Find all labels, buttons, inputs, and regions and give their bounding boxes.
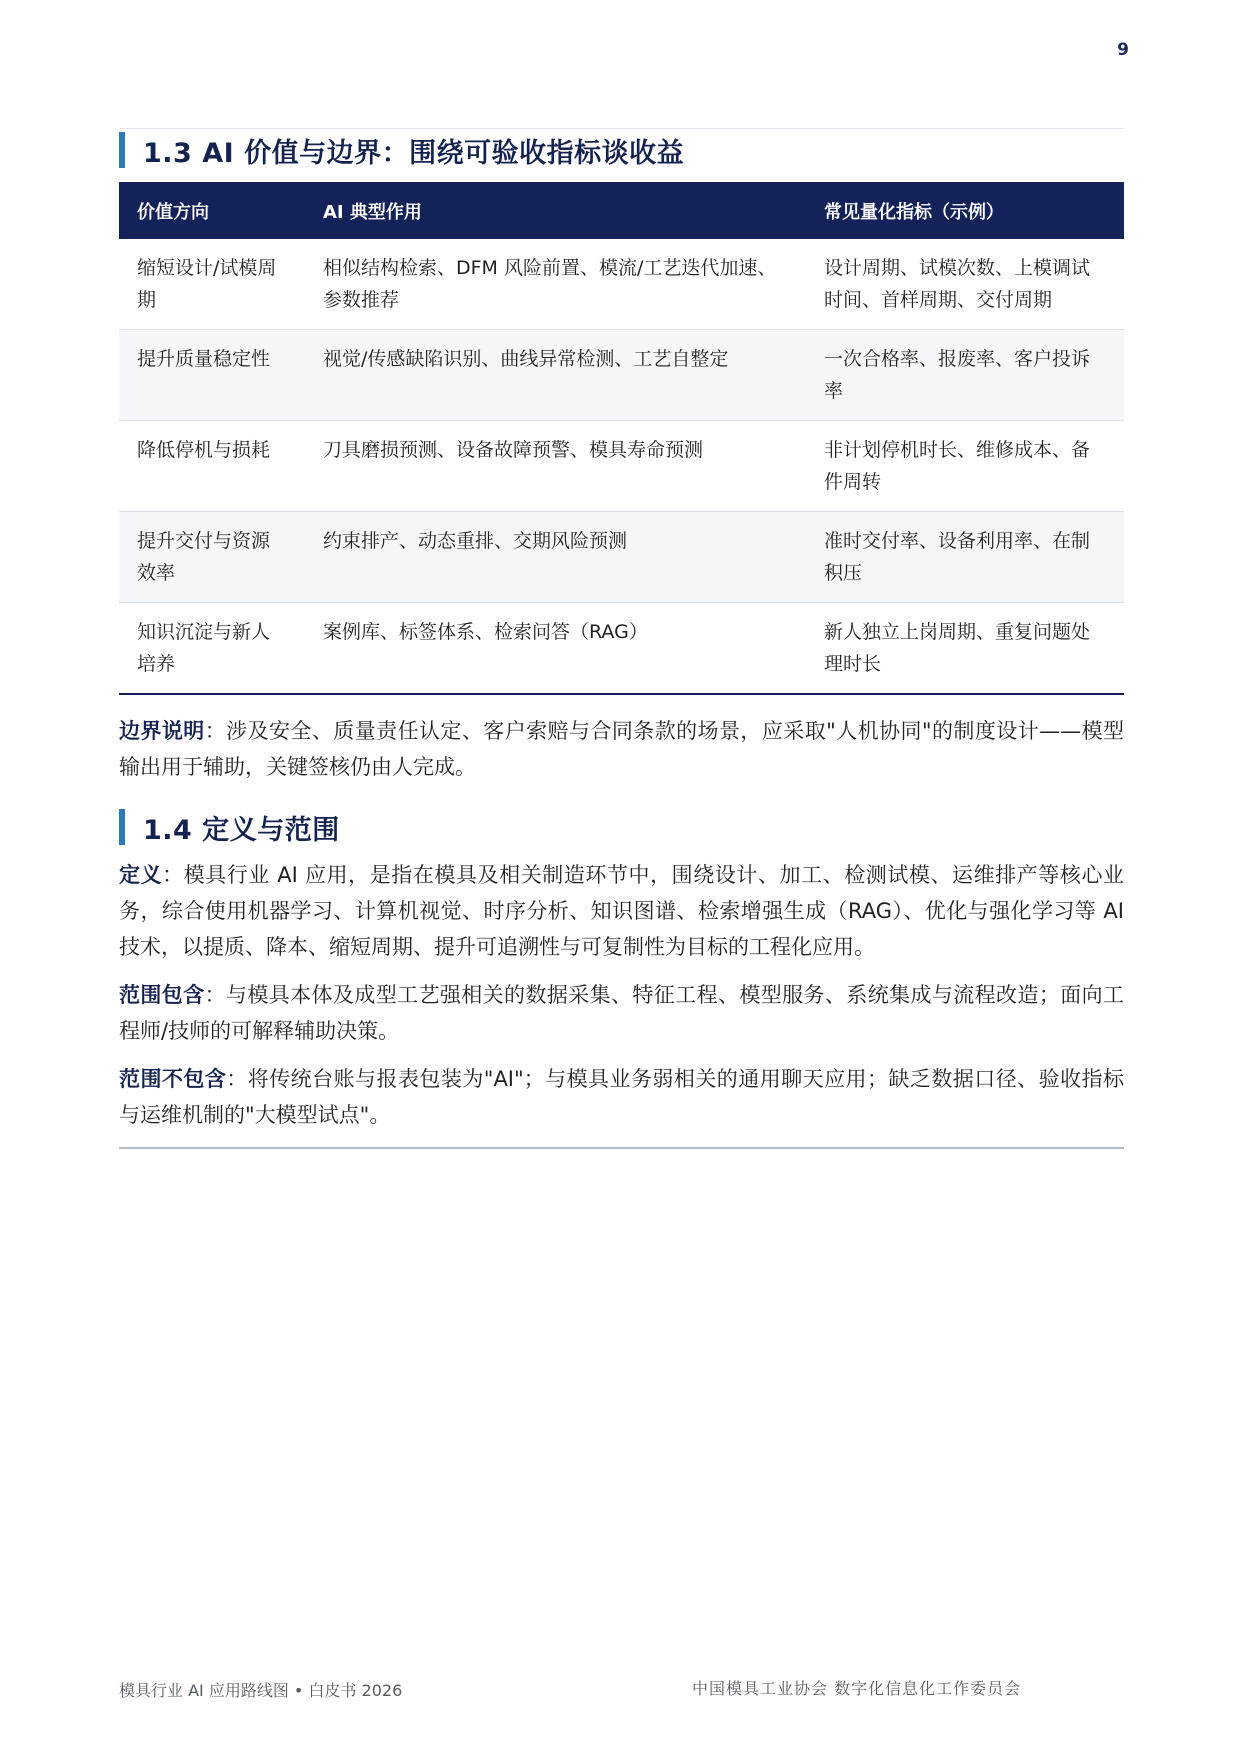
- table-cell: 非计划停机时长、维修成本、备件周转: [806, 421, 1124, 512]
- table-cell: 降低停机与损耗: [119, 421, 305, 512]
- definition-text: ：模具行业 AI 应用，是指在模具及相关制造环节中，围绕设计、加工、检测试模、运维排产等核心业务，综合使用机器学习、计算机视觉、时序分析、知识图谱、检索增强生成（RAG）、优化与强化学习等 AI 技术，以提质、降本、缩短周期、提升可追溯性与可复制性为目标的工程化应用。: [119, 863, 1125, 959]
- table-cell: 刀具磨损预测、设备故障预警、模具寿命预测: [305, 421, 806, 512]
- section-title: 1.4 定义与范围: [143, 814, 340, 846]
- table-cell: 知识沉淀与新人培养: [119, 603, 305, 695]
- value-table: [119, 182, 1124, 695]
- table-header-cell: 价值方向: [119, 182, 305, 239]
- scope-exclude-label: 范围不包含: [119, 1067, 227, 1091]
- definition-paragraph: [119, 857, 1124, 965]
- table-header-cell: 常见量化指标（示例）: [806, 182, 1124, 239]
- section-heading-1-3: [119, 130, 1124, 170]
- table-cell: 准时交付率、设备利用率、在制积压: [806, 512, 1124, 603]
- page-content: [119, 128, 1124, 1149]
- table-header-cell: AI 典型作用: [305, 182, 806, 239]
- table-header-row: [119, 182, 1124, 239]
- section-title: 1.3 AI 价值与边界：围绕可验收指标谈收益: [143, 137, 685, 169]
- boundary-label: 边界说明: [119, 719, 205, 743]
- footer-organization: 中国模具工业协会 数字化信息化工作委员会: [692, 1679, 1022, 1698]
- table-cell: 相似结构检索、DFM 风险前置、模流/工艺迭代加速、参数推荐: [305, 239, 806, 330]
- table-row: [119, 239, 1124, 330]
- table-cell: 一次合格率、报废率、客户投诉率: [806, 330, 1124, 421]
- table-cell: 缩短设计/试模周期: [119, 239, 305, 330]
- scope-exclude-text: ：将传统台账与报表包装为"AI"；与模具业务弱相关的通用聊天应用；缺乏数据口径、验收指标与运维机制的"大模型试点"。: [119, 1067, 1125, 1127]
- boundary-text: ：涉及安全、质量责任认定、客户索赔与合同条款的场景，应采取"人机协同"的制度设计——模型输出用于辅助，关键签核仍由人完成。: [119, 719, 1124, 779]
- scope-exclude-paragraph: [119, 1061, 1124, 1133]
- table-row: [119, 603, 1124, 695]
- footer-document-title: 模具行业 AI 应用路线图 • 白皮书 2026: [119, 1681, 403, 1700]
- table-row: [119, 512, 1124, 603]
- section-end-divider: [119, 1147, 1124, 1149]
- table-cell: 提升交付与资源效率: [119, 512, 305, 603]
- table-row: [119, 330, 1124, 421]
- definition-label: 定义: [119, 863, 163, 887]
- table-cell: 案例库、标签体系、检索问答（RAG）: [305, 603, 806, 695]
- scope-include-label: 范围包含: [119, 983, 205, 1007]
- boundary-note: [119, 713, 1124, 785]
- table-cell: 提升质量稳定性: [119, 330, 305, 421]
- heading-accent-bar: [119, 809, 125, 845]
- scope-include-paragraph: [119, 977, 1124, 1049]
- scope-include-text: ：与模具本体及成型工艺强相关的数据采集、特征工程、模型服务、系统集成与流程改造；面向工程师/技师的可解释辅助决策。: [119, 983, 1125, 1043]
- heading-accent-bar: [119, 132, 125, 168]
- table-cell: 视觉/传感缺陷识别、曲线异常检测、工艺自整定: [305, 330, 806, 421]
- table-cell: 设计周期、试模次数、上模调试时间、首样周期、交付周期: [806, 239, 1124, 330]
- section-heading-1-4: [119, 807, 1124, 847]
- table-cell: 新人独立上岗周期、重复问题处理时长: [806, 603, 1124, 695]
- table-row: [119, 421, 1124, 512]
- table-cell: 约束排产、动态重排、交期风险预测: [305, 512, 806, 603]
- page-number: 9: [1117, 40, 1129, 60]
